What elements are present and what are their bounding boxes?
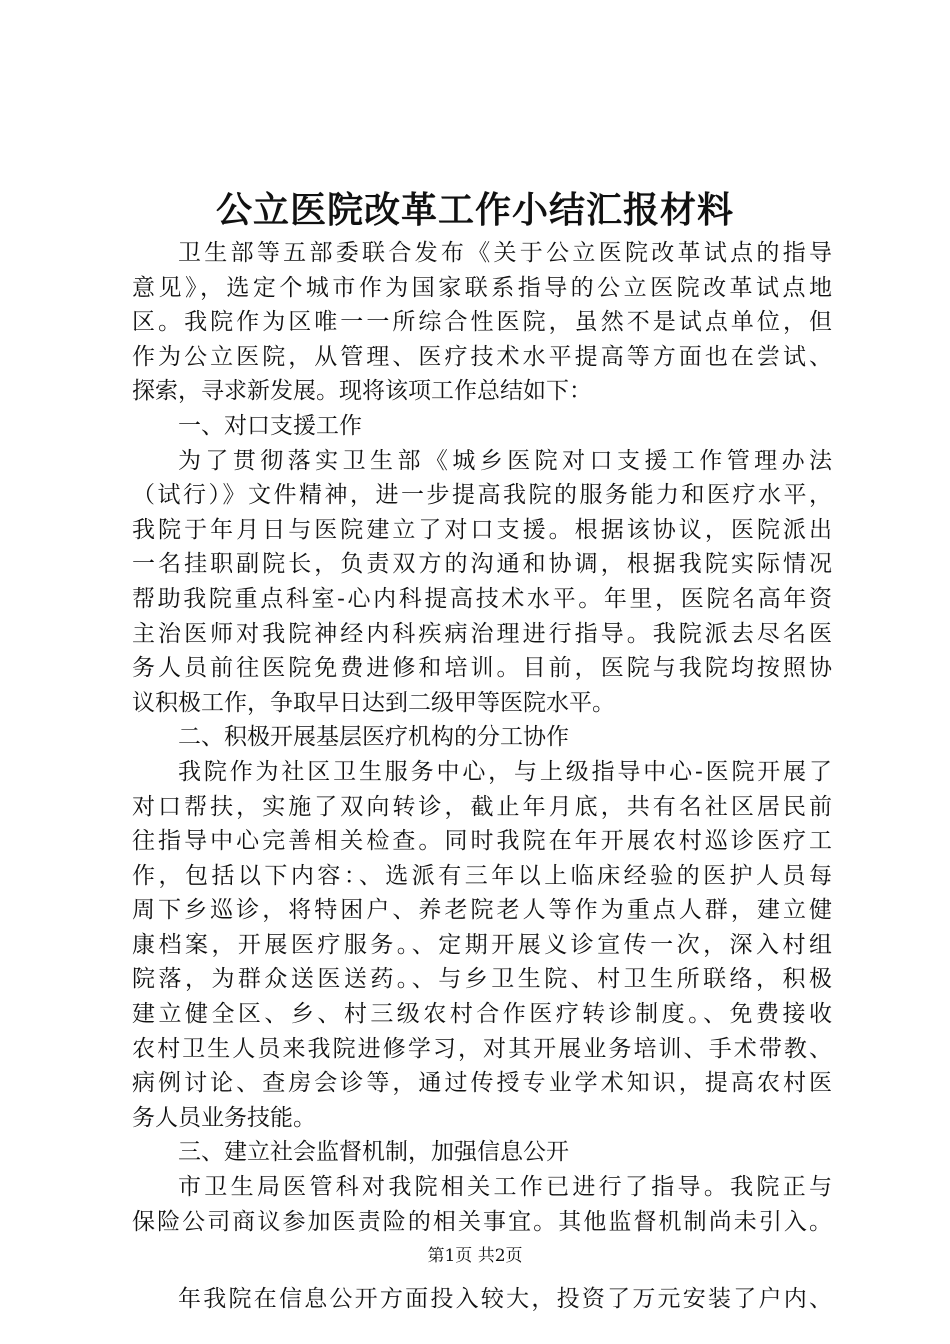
text-line: 务人员前往医院免费进修和培训。目前，医院与我院均按照协	[132, 655, 832, 682]
page-indicator: 第1页 共2页	[427, 1246, 523, 1266]
text-line: 周下乡巡诊，将特困户、养老院老人等作为重点人群，建立健	[132, 897, 832, 924]
text-line: 务人员业务技能。	[132, 1104, 316, 1131]
section-heading: 一、对口支援工作	[178, 412, 362, 439]
text-line: 区。我院作为区唯一一所综合性医院，虽然不是试点单位，但	[132, 309, 832, 336]
text-line: 帮助我院重点科室-心内科提高技术水平。年里，医院名高年资	[132, 585, 832, 612]
text-line: 议积极工作，争取早日达到二级甲等医院水平。	[132, 689, 615, 716]
text-line: 作，包括以下内容：、选派有三年以上临床经验的医护人员每	[132, 862, 832, 889]
section-heading: 二、积极开展基层医疗机构的分工协作	[178, 724, 569, 751]
text-line: 保险公司商议参加医责险的相关事宜。其他监督机制尚未引入。	[132, 1208, 832, 1235]
text-line: 我院于年月日与医院建立了对口支援。根据该协议，医院派出	[132, 516, 832, 543]
text-line: 对口帮扶，实施了双向转诊，截止年月底，共有名社区居民前	[132, 793, 832, 820]
section-heading: 三、建立社会监督机制，加强信息公开	[178, 1139, 569, 1166]
document-body	[132, 236, 832, 1317]
text-line: 康档案，开展医疗服务。、定期开展义诊宣传一次，深入村组	[132, 931, 832, 958]
text-line: 农村卫生人员来我院进修学习，对其开展业务培训、手术带教、	[132, 1035, 832, 1062]
text-line: 病例讨论、查房会诊等，通过传授专业学术知识，提高农村医	[132, 1070, 832, 1097]
text-line: 作为公立医院，从管理、医疗技术水平提高等方面也在尝试、	[132, 343, 832, 370]
text-line: 院落，为群众送医送药。、与乡卫生院、村卫生所联络，积极	[132, 966, 832, 993]
text-line: 建立健全区、乡、村三级农村合作医疗转诊制度。、免费接收	[132, 1001, 832, 1028]
text-line: 探索，寻求新发展。现将该项工作总结如下：	[132, 378, 592, 405]
text-line: 市卫生局医管科对我院相关工作已进行了指导。我院正与	[178, 1174, 832, 1201]
text-line: 我院作为社区卫生服务中心，与上级指导中心-医院开展了	[178, 758, 832, 785]
text-line: 年我院在信息公开方面投入较大，投资了万元安装了户内、	[178, 1286, 832, 1313]
text-line: 意见》，选定个城市作为国家联系指导的公立医院改革试点地	[132, 274, 832, 301]
text-line: 一名挂职副院长，负责双方的沟通和协调，根据我院实际情况	[132, 551, 832, 578]
text-line: 卫生部等五部委联合发布《关于公立医院改革试点的指导	[178, 240, 832, 266]
text-line: 为了贯彻落实卫生部《城乡医院对口支援工作管理办法	[178, 447, 832, 474]
document-title: 公立医院改革工作小结汇报材料	[215, 189, 734, 231]
text-line: 主治医师对我院神经内科疾病治理进行指导。我院派去尽名医	[132, 620, 832, 647]
text-line: （试行）》文件精神，进一步提高我院的服务能力和医疗水平，	[132, 482, 832, 509]
text-line: 往指导中心完善相关检查。同时我院在年开展农村巡诊医疗工	[132, 828, 832, 855]
